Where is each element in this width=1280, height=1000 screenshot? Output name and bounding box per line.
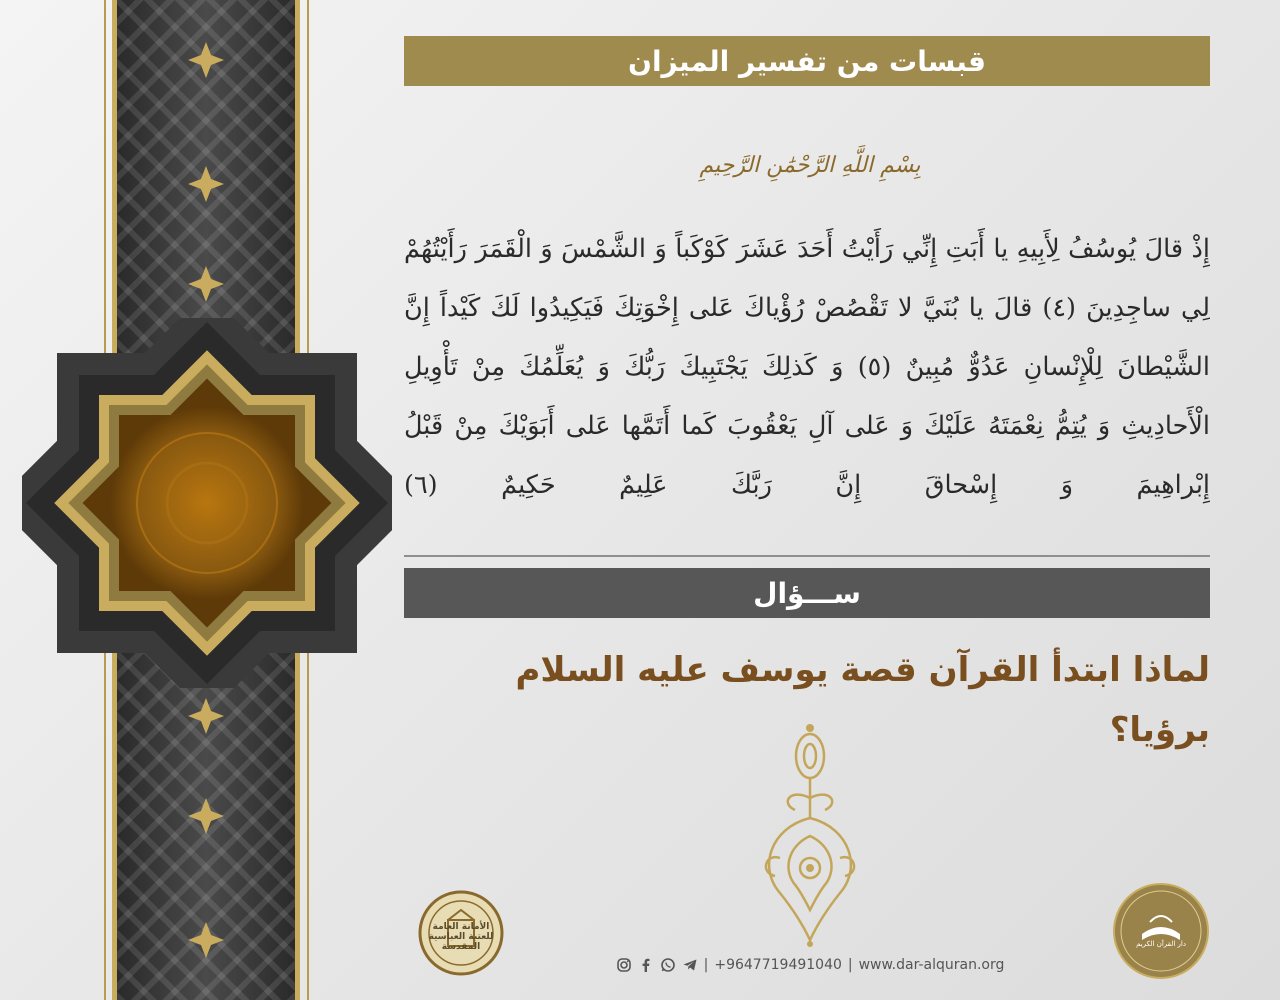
telegram-icon[interactable] [682, 957, 698, 973]
gold-star-ornament [186, 796, 226, 836]
basmala-calligraphy: بِسْمِ اللَّهِ الرَّحْمَٰنِ الرَّحِيمِ [699, 152, 921, 178]
website-link[interactable]: www.dar-alquran.org [858, 957, 1005, 973]
seal-logo-text: الأمانة العامة للعتبة العباسية المقدسة [428, 922, 494, 952]
whatsapp-icon[interactable] [660, 957, 676, 973]
facebook-icon[interactable] [638, 957, 654, 973]
gold-star-ornament [186, 264, 226, 304]
gold-star-ornament [186, 164, 226, 204]
instagram-icon[interactable] [616, 957, 632, 973]
gold-star-ornament [186, 920, 226, 960]
footer-separator: | [703, 957, 709, 973]
footer-contact [560, 952, 1060, 978]
arabesque-ornament [740, 718, 880, 950]
phone-number[interactable]: +9647719491040 [714, 957, 842, 973]
gold-star-ornament [186, 696, 226, 736]
dar-alquran-logo [1112, 882, 1210, 980]
eight-point-star-medallion [22, 318, 392, 688]
gold-star-ornament [186, 40, 226, 80]
question-text: لماذا ابتدأ القرآن قصة يوسف عليه السلام برؤيا؟ [515, 650, 1210, 750]
section-divider [404, 555, 1210, 557]
footer-separator: | [847, 957, 853, 973]
page-title: قبسات من تفسير الميزان [404, 36, 1210, 86]
verse-text: إِذْ قالَ يُوسُفُ لِأَبِيهِ يا أَبَتِ إِنِّي رَأَيْتُ أَحَدَ عَشَرَ كَوْكَباً وَ الشَّمْسَ وَ الْقَمَرَ رَأَيْتُهُمْ لِي ساجِدِينَ (٤) قالَ يا بُنَيَّ لا تَقْصُصْ رُؤْياكَ عَلى إِخْوَتِكَ فَيَكِيدُوا لَكَ كَيْداً إِنَّ الشَّيْطانَ لِلْإِنْسانِ عَدُوٌّ مُبِينٌ (٥) وَ كَذلِكَ يَجْتَبِيكَ رَبُّكَ وَ يُعَلِّمُكَ مِنْ تَأْوِيلِ الْأَحادِيثِ وَ يُتِمُّ نِعْمَتَهُ عَلَيْكَ وَ عَلى آلِ يَعْقُوبَ كَما أَتَمَّها عَلى أَبَوَيْكَ مِنْ قَبْلُ إِبْراهِيمَ وَ إِسْحاقَ إِنَّ رَبَّكَ عَلِيمٌ حَكِيمٌ (٦) [404, 234, 1210, 500]
dar-alquran-logo-text: دار القرآن الكريم [1136, 940, 1186, 948]
question-heading: ســـؤال [404, 568, 1210, 618]
